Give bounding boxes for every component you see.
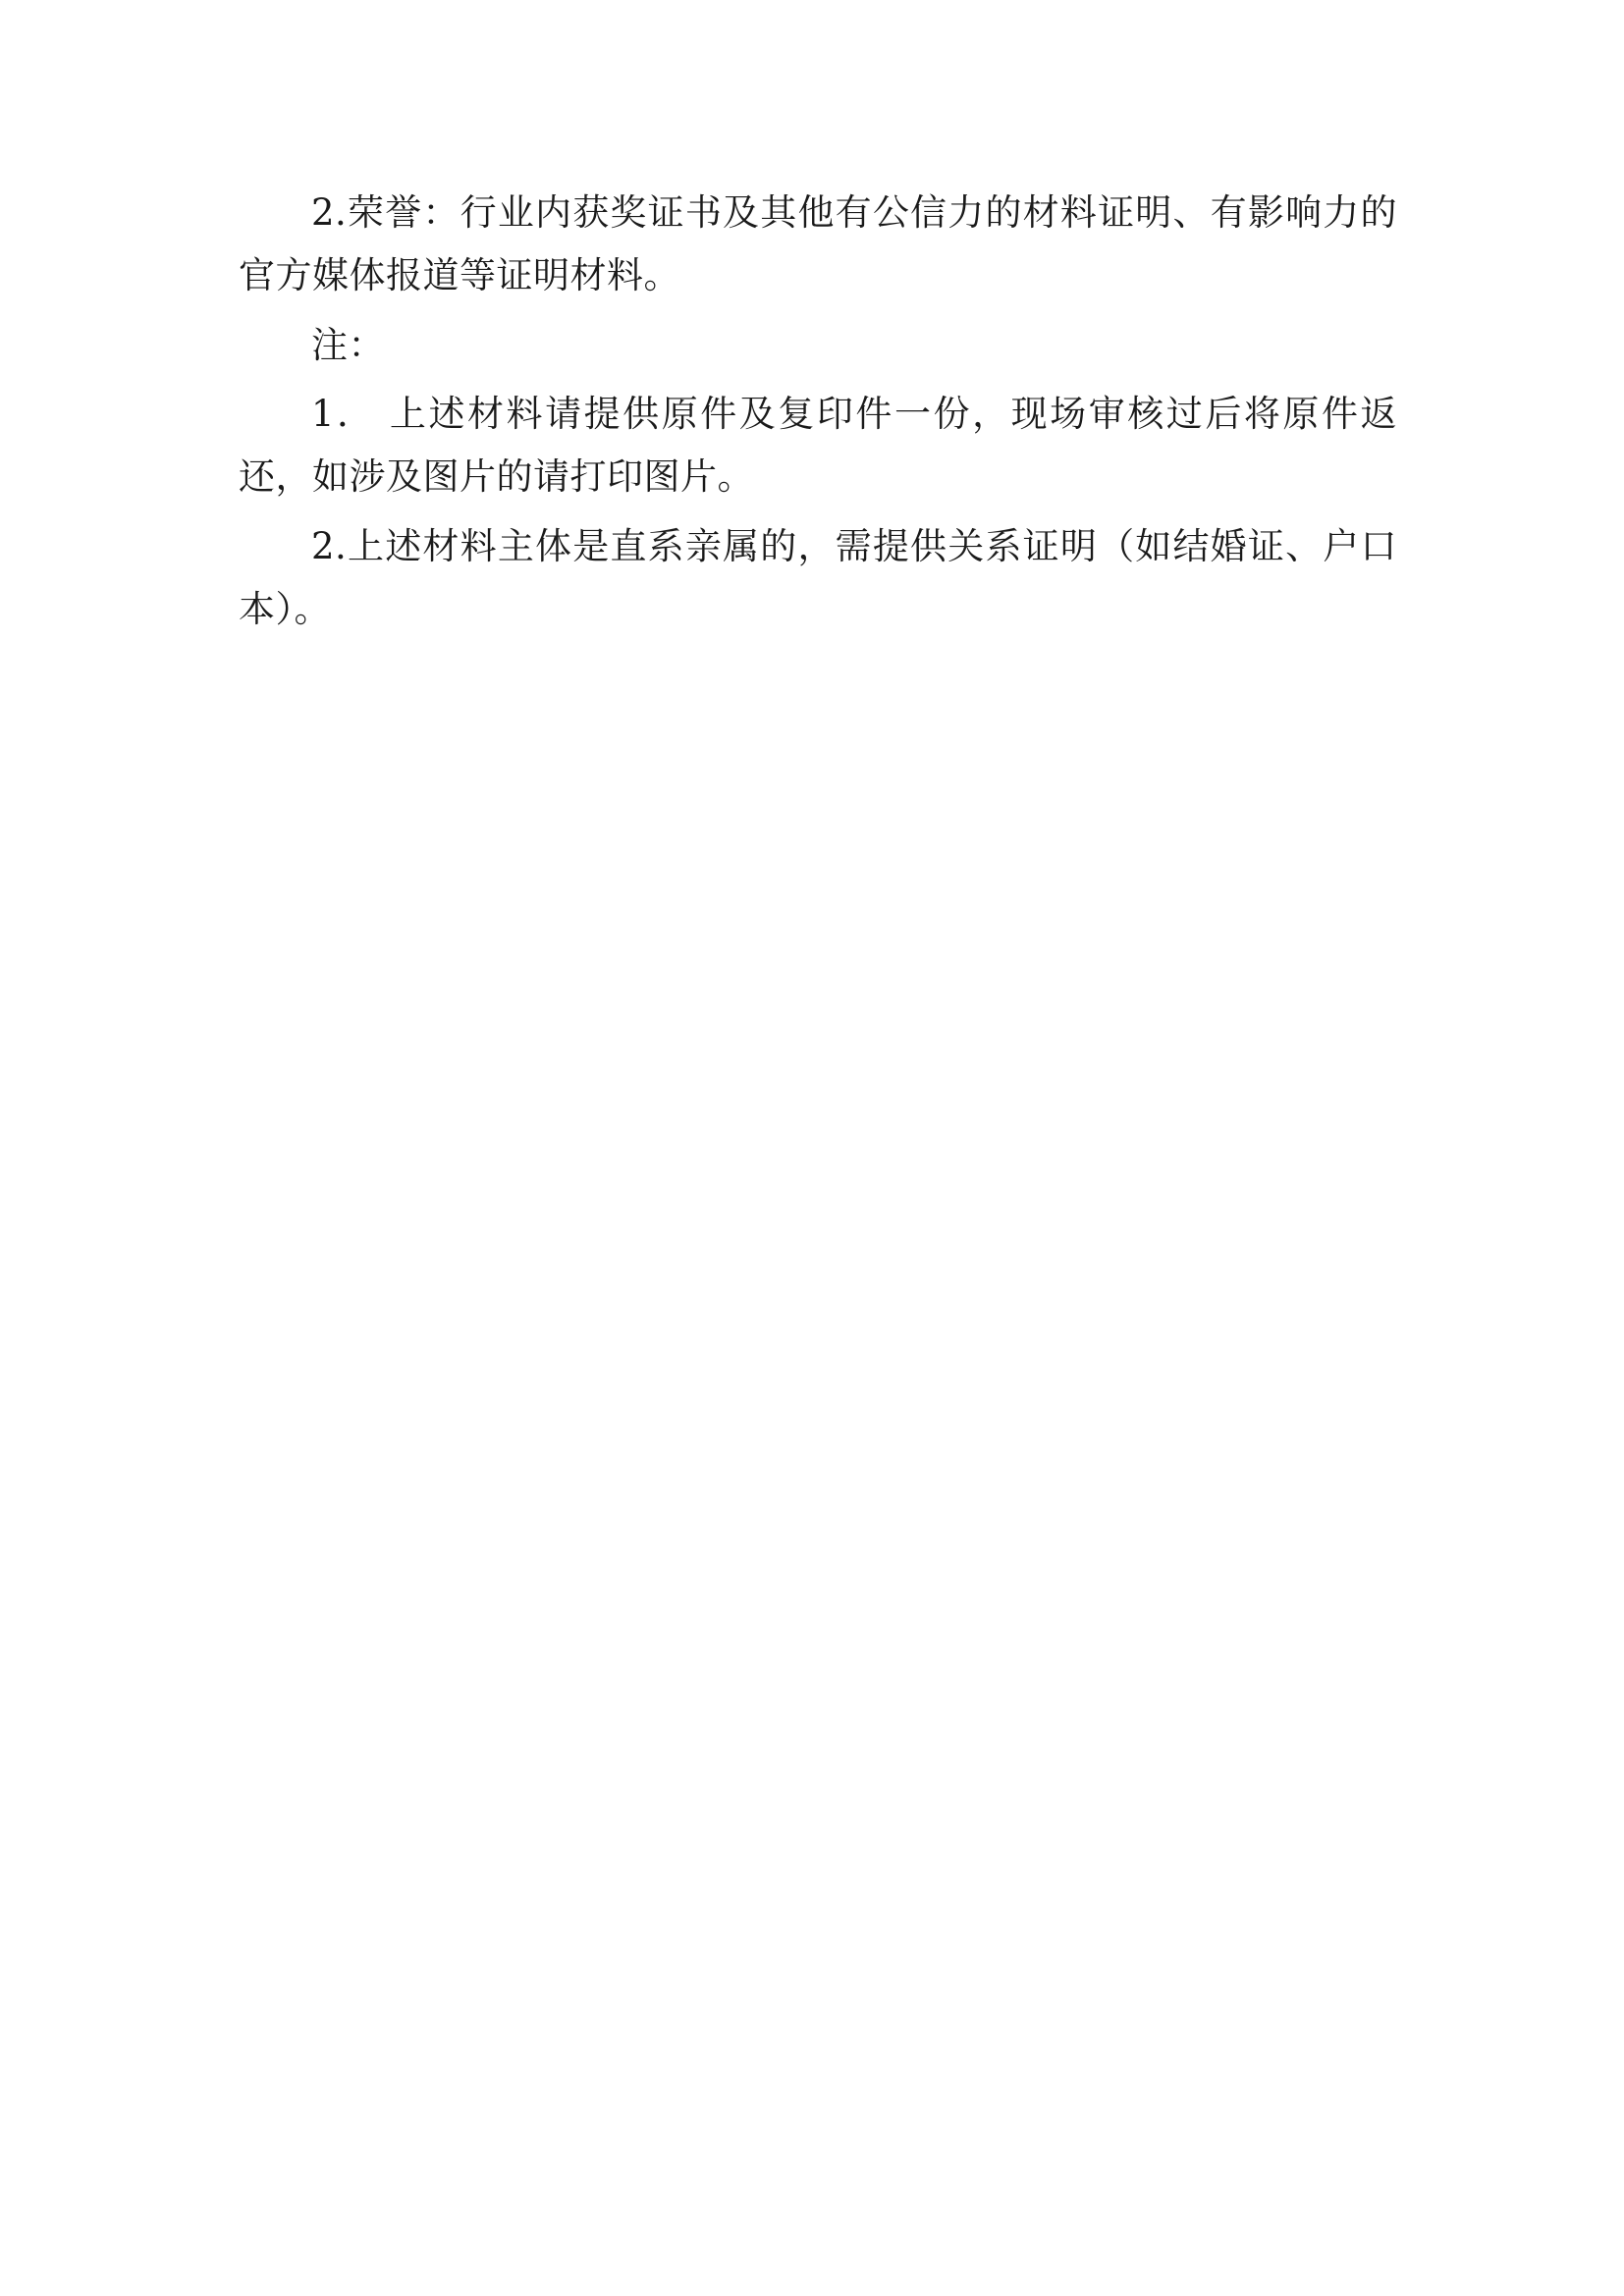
- paragraph-honors-item: 2.荣誉：行业内获奖证书及其他有公信力的材料证明、有影响力的官方媒体报道等证明材料。: [239, 191, 1397, 296]
- paragraph-note-item-1: 1． 上述材料请提供原件及复印件一份，现场审核过后将原件返还，如涉及图片的请打印图片。: [239, 392, 1397, 498]
- paragraph-note-heading: 注：: [311, 324, 385, 367]
- paragraph-note-item-2: 2.上述材料主体是直系亲属的，需提供关系证明（如结婚证、户口本）。: [239, 525, 1397, 630]
- document-body: [239, 182, 1397, 648]
